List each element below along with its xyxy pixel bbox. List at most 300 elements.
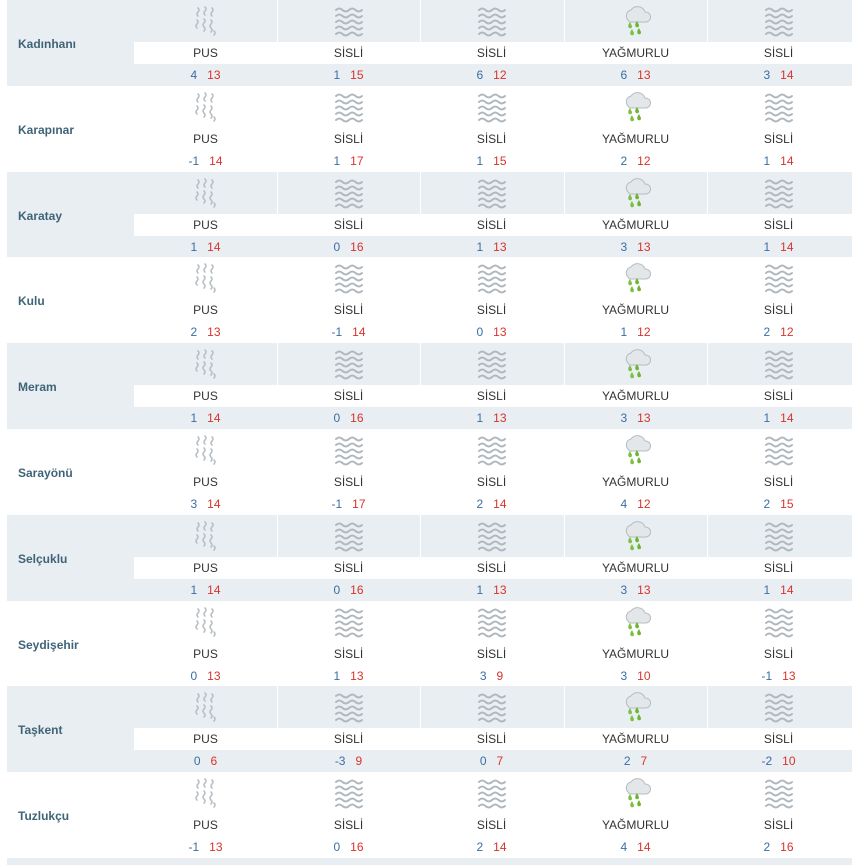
min-temperature: 1 xyxy=(476,411,484,425)
fog-icon xyxy=(763,605,795,639)
condition-label: SİSLİ xyxy=(476,132,507,146)
city-cell xyxy=(7,515,134,601)
max-temperature: 13 xyxy=(637,583,651,597)
temperature-range xyxy=(707,325,850,339)
temperature-range xyxy=(564,754,707,768)
forecast-day-cell xyxy=(277,515,420,601)
condition-label: SİSLİ xyxy=(476,218,507,232)
temperature-range xyxy=(707,840,850,854)
temperature-range xyxy=(707,754,850,768)
fog-icon xyxy=(476,519,508,553)
city-row xyxy=(0,772,852,858)
temperature-range xyxy=(277,154,420,168)
fog-icon xyxy=(476,4,508,38)
forecast-day-cell xyxy=(420,429,563,515)
fog-icon xyxy=(763,776,795,810)
fog-icon xyxy=(333,261,365,295)
fog-icon xyxy=(333,690,365,724)
fog-icon xyxy=(763,347,795,381)
min-temperature: 0 xyxy=(333,411,341,425)
forecast-day-cell xyxy=(134,601,277,687)
condition-label: SİSLİ xyxy=(333,818,364,832)
max-temperature: 13 xyxy=(350,669,364,683)
temperature-range xyxy=(277,669,420,683)
min-temperature: 6 xyxy=(620,68,628,82)
fog-icon xyxy=(333,605,365,639)
forecast-day-cell xyxy=(420,515,563,601)
max-temperature: 13 xyxy=(493,325,507,339)
condition-label: SİSLİ xyxy=(763,647,794,661)
condition-label: SİSLİ xyxy=(476,303,507,317)
city-row xyxy=(0,343,852,429)
min-temperature: -1 xyxy=(188,840,200,854)
city-name[interactable]: Karatay xyxy=(18,209,63,223)
city-cell xyxy=(7,86,134,172)
condition-label: PUS xyxy=(193,818,218,832)
condition-label: SİSLİ xyxy=(763,732,794,746)
min-temperature: 3 xyxy=(620,583,628,597)
temperature-range xyxy=(420,754,563,768)
min-temperature: 3 xyxy=(620,240,628,254)
condition-label: YAĞMURLU xyxy=(601,303,670,317)
max-temperature: 16 xyxy=(350,583,364,597)
forecast-day-cell xyxy=(420,686,563,772)
temperature-range xyxy=(277,754,420,768)
min-temperature: 1 xyxy=(476,154,484,168)
temperature-range xyxy=(277,840,420,854)
temperature-range xyxy=(277,497,420,511)
min-temperature: 2 xyxy=(620,154,628,168)
max-temperature: 14 xyxy=(780,154,794,168)
condition-label: PUS xyxy=(193,46,218,60)
haze-icon xyxy=(190,519,222,553)
condition-label: SİSLİ xyxy=(333,647,364,661)
max-temperature: 16 xyxy=(350,840,364,854)
max-temperature: 13 xyxy=(493,240,507,254)
min-temperature: 3 xyxy=(479,669,487,683)
max-temperature: 13 xyxy=(637,240,651,254)
fog-icon xyxy=(333,776,365,810)
fog-icon xyxy=(476,347,508,381)
max-temperature: 14 xyxy=(352,325,366,339)
haze-icon xyxy=(190,776,222,810)
condition-label: PUS xyxy=(193,218,218,232)
temperature-range xyxy=(134,583,277,597)
fog-icon xyxy=(476,433,508,467)
max-temperature: 14 xyxy=(207,497,221,511)
temperature-range xyxy=(277,325,420,339)
temperature-range xyxy=(134,497,277,511)
max-temperature: 14 xyxy=(780,68,794,82)
min-temperature: -1 xyxy=(761,669,773,683)
temperature-range xyxy=(134,754,277,768)
condition-label: PUS xyxy=(193,561,218,575)
max-temperature: 15 xyxy=(350,68,364,82)
forecast-day-cell xyxy=(707,429,850,515)
min-temperature: 1 xyxy=(620,325,628,339)
haze-icon xyxy=(190,433,222,467)
temperature-range xyxy=(420,154,563,168)
min-temperature: 4 xyxy=(190,68,198,82)
haze-icon xyxy=(190,176,222,210)
forecast-day-cell xyxy=(277,86,420,172)
fog-icon xyxy=(333,433,365,467)
rain-cloud-icon xyxy=(620,690,652,724)
forecast-day-cell xyxy=(134,172,277,258)
forecast-day-cell xyxy=(707,0,850,86)
rain-cloud-icon xyxy=(620,776,652,810)
max-temperature: 6 xyxy=(210,754,218,768)
max-temperature: 14 xyxy=(207,240,221,254)
temperature-range xyxy=(277,240,420,254)
max-temperature: 15 xyxy=(780,497,794,511)
condition-label: SİSLİ xyxy=(476,389,507,403)
temperature-range xyxy=(420,68,563,82)
forecast-day-cell xyxy=(564,686,707,772)
temperature-range xyxy=(134,68,277,82)
condition-label: YAĞMURLU xyxy=(601,132,670,146)
min-temperature: 1 xyxy=(763,583,771,597)
temperature-range xyxy=(564,240,707,254)
forecast-day-cell xyxy=(707,257,850,343)
condition-label: SİSLİ xyxy=(763,561,794,575)
min-temperature: 1 xyxy=(333,68,341,82)
max-temperature: 14 xyxy=(780,411,794,425)
rain-cloud-icon xyxy=(620,176,652,210)
condition-label: SİSLİ xyxy=(333,303,364,317)
min-temperature: 0 xyxy=(333,583,341,597)
forecast-day-cell xyxy=(707,172,850,258)
forecast-day-cell xyxy=(420,343,563,429)
max-temperature: 13 xyxy=(637,68,651,82)
min-temperature: -2 xyxy=(761,754,773,768)
temperature-range xyxy=(134,669,277,683)
min-temperature: 4 xyxy=(620,497,628,511)
forecast-day-cell xyxy=(420,0,563,86)
min-temperature: 2 xyxy=(763,840,771,854)
min-temperature: 3 xyxy=(763,68,771,82)
min-temperature: -1 xyxy=(331,325,343,339)
max-temperature: 17 xyxy=(352,497,366,511)
forecast-day-cell xyxy=(707,515,850,601)
condition-label: SİSLİ xyxy=(476,732,507,746)
fog-icon xyxy=(333,347,365,381)
fog-icon xyxy=(476,776,508,810)
max-temperature: 13 xyxy=(637,411,651,425)
forecast-day-cell xyxy=(277,429,420,515)
max-temperature: 17 xyxy=(350,154,364,168)
condition-label: SİSLİ xyxy=(333,475,364,489)
condition-label: YAĞMURLU xyxy=(601,389,670,403)
max-temperature: 13 xyxy=(207,669,221,683)
max-temperature: 9 xyxy=(355,754,363,768)
forecast-day-cell xyxy=(564,0,707,86)
condition-label: YAĞMURLU xyxy=(601,46,670,60)
haze-icon xyxy=(190,605,222,639)
condition-label: SİSLİ xyxy=(333,132,364,146)
condition-label: SİSLİ xyxy=(763,132,794,146)
condition-label: YAĞMURLU xyxy=(601,818,670,832)
temperature-range xyxy=(707,583,850,597)
rain-cloud-icon xyxy=(620,347,652,381)
max-temperature: 13 xyxy=(207,68,221,82)
max-temperature: 14 xyxy=(637,840,651,854)
forecast-day-cell xyxy=(134,772,277,858)
min-temperature: -1 xyxy=(188,154,200,168)
min-temperature: 2 xyxy=(190,325,198,339)
condition-label: SİSLİ xyxy=(763,46,794,60)
condition-label: SİSLİ xyxy=(476,475,507,489)
temperature-range xyxy=(134,240,277,254)
forecast-day-cell xyxy=(707,343,850,429)
min-temperature: 1 xyxy=(190,240,198,254)
city-cell xyxy=(7,858,134,865)
forecast-day-cell xyxy=(564,257,707,343)
city-row xyxy=(0,515,852,601)
condition-label: PUS xyxy=(193,132,218,146)
city-cell xyxy=(7,343,134,429)
haze-icon xyxy=(190,4,222,38)
temperature-range xyxy=(277,68,420,82)
max-temperature: 13 xyxy=(209,840,223,854)
fog-icon xyxy=(763,261,795,295)
city-row xyxy=(0,601,852,687)
forecast-day-cell xyxy=(564,515,707,601)
max-temperature: 9 xyxy=(496,669,504,683)
condition-label: SİSLİ xyxy=(333,389,364,403)
forecast-day-cell xyxy=(420,601,563,687)
forecast-day-cell xyxy=(277,343,420,429)
max-temperature: 14 xyxy=(207,411,221,425)
temperature-range xyxy=(420,840,563,854)
max-temperature: 14 xyxy=(493,840,507,854)
temperature-range xyxy=(707,68,850,82)
city-cell xyxy=(7,772,134,858)
min-temperature: 6 xyxy=(476,68,484,82)
haze-icon xyxy=(190,690,222,724)
fog-icon xyxy=(333,90,365,124)
fog-icon xyxy=(476,690,508,724)
condition-label: YAĞMURLU xyxy=(601,561,670,575)
city-row xyxy=(0,686,852,772)
temperature-range xyxy=(420,240,563,254)
forecast-day-cell xyxy=(134,515,277,601)
temperature-range xyxy=(420,411,563,425)
forecast-day-cell xyxy=(420,772,563,858)
temperature-range xyxy=(420,497,563,511)
city-name[interactable]: Tuzlukçu xyxy=(18,809,70,823)
forecast-day-cell xyxy=(707,686,850,772)
max-temperature: 12 xyxy=(780,325,794,339)
temperature-range xyxy=(707,411,850,425)
max-temperature: 7 xyxy=(640,754,648,768)
forecast-day-cell xyxy=(134,257,277,343)
temperature-range xyxy=(420,325,563,339)
forecast-day-cell xyxy=(420,257,563,343)
forecast-day-cell xyxy=(564,86,707,172)
temperature-range xyxy=(564,840,707,854)
city-row xyxy=(0,429,852,515)
city-cell xyxy=(7,429,134,515)
temperature-range xyxy=(564,583,707,597)
rain-cloud-icon xyxy=(620,433,652,467)
city-name[interactable]: Kadınhanı xyxy=(18,37,77,51)
min-temperature: 1 xyxy=(333,669,341,683)
fog-icon xyxy=(763,4,795,38)
forecast-day-cell xyxy=(134,86,277,172)
forecast-day-cell xyxy=(707,772,850,858)
forecast-day-cell xyxy=(277,172,420,258)
forecast-day-cell xyxy=(277,601,420,687)
rain-cloud-icon xyxy=(620,519,652,553)
city-name[interactable]: Kulu xyxy=(18,294,45,308)
max-temperature: 10 xyxy=(637,669,651,683)
temperature-range xyxy=(564,68,707,82)
haze-icon xyxy=(190,261,222,295)
min-temperature: 2 xyxy=(476,497,484,511)
fog-icon xyxy=(763,433,795,467)
city-name[interactable]: Taşkent xyxy=(18,723,63,737)
temperature-range xyxy=(134,840,277,854)
forecast-day-cell xyxy=(134,0,277,86)
forecast-day-cell xyxy=(134,429,277,515)
forecast-day-cell xyxy=(277,257,420,343)
min-temperature: 0 xyxy=(190,669,198,683)
condition-label: YAĞMURLU xyxy=(601,475,670,489)
condition-label: PUS xyxy=(193,475,218,489)
rain-cloud-icon xyxy=(620,261,652,295)
fog-icon xyxy=(333,519,365,553)
fog-icon xyxy=(763,690,795,724)
temperature-range xyxy=(420,669,563,683)
city-name[interactable]: Seydişehir xyxy=(18,638,79,652)
min-temperature: -3 xyxy=(334,754,346,768)
condition-label: PUS xyxy=(193,647,218,661)
min-temperature: 1 xyxy=(476,583,484,597)
temperature-range xyxy=(277,411,420,425)
max-temperature: 14 xyxy=(780,583,794,597)
fog-icon xyxy=(333,176,365,210)
city-row xyxy=(0,172,852,258)
max-temperature: 16 xyxy=(780,840,794,854)
max-temperature: 13 xyxy=(493,411,507,425)
temperature-range xyxy=(134,411,277,425)
city-name[interactable]: Selçuklu xyxy=(18,552,68,566)
condition-label: SİSLİ xyxy=(476,647,507,661)
fog-icon xyxy=(476,605,508,639)
condition-label: SİSLİ xyxy=(763,218,794,232)
city-name[interactable]: Sarayönü xyxy=(18,466,73,480)
condition-label: SİSLİ xyxy=(333,732,364,746)
condition-label: SİSLİ xyxy=(333,218,364,232)
city-cell xyxy=(7,601,134,687)
min-temperature: 2 xyxy=(763,325,771,339)
condition-label: SİSLİ xyxy=(476,46,507,60)
condition-label: SİSLİ xyxy=(763,389,794,403)
max-temperature: 12 xyxy=(637,154,651,168)
fog-icon xyxy=(476,90,508,124)
min-temperature: 2 xyxy=(623,754,631,768)
fog-icon xyxy=(763,90,795,124)
temperature-range xyxy=(707,240,850,254)
city-name[interactable]: Meram xyxy=(18,380,57,394)
temperature-range xyxy=(277,583,420,597)
condition-label: YAĞMURLU xyxy=(601,647,670,661)
min-temperature: 3 xyxy=(620,411,628,425)
rain-cloud-icon xyxy=(620,90,652,124)
city-name[interactable]: Karapınar xyxy=(18,123,75,137)
fog-icon xyxy=(476,176,508,210)
condition-label: PUS xyxy=(193,303,218,317)
min-temperature: 3 xyxy=(620,669,628,683)
temperature-range xyxy=(707,497,850,511)
condition-label: SİSLİ xyxy=(333,561,364,575)
min-temperature: 0 xyxy=(476,325,484,339)
next-city-row xyxy=(0,858,852,865)
city-row xyxy=(0,86,852,172)
temperature-range xyxy=(707,154,850,168)
max-temperature: 13 xyxy=(207,325,221,339)
max-temperature: 12 xyxy=(493,68,507,82)
min-temperature: 1 xyxy=(763,411,771,425)
forecast-day-cell xyxy=(564,772,707,858)
forecast-day-cell xyxy=(277,772,420,858)
condition-label: SİSLİ xyxy=(476,818,507,832)
max-temperature: 14 xyxy=(493,497,507,511)
condition-label: PUS xyxy=(193,732,218,746)
max-temperature: 16 xyxy=(350,240,364,254)
min-temperature: 3 xyxy=(190,497,198,511)
temperature-range xyxy=(564,325,707,339)
max-temperature: 14 xyxy=(780,240,794,254)
temperature-range xyxy=(564,154,707,168)
forecast-day-cell xyxy=(564,429,707,515)
fog-icon xyxy=(763,176,795,210)
min-temperature: 1 xyxy=(190,583,198,597)
condition-label: YAĞMURLU xyxy=(601,218,670,232)
max-temperature: 14 xyxy=(209,154,223,168)
forecast-day-cell xyxy=(420,172,563,258)
haze-icon xyxy=(190,347,222,381)
min-temperature: 1 xyxy=(763,240,771,254)
condition-label: SİSLİ xyxy=(763,475,794,489)
max-temperature: 12 xyxy=(637,497,651,511)
condition-label: SİSLİ xyxy=(763,303,794,317)
min-temperature: 4 xyxy=(620,840,628,854)
fog-icon xyxy=(333,4,365,38)
max-temperature: 12 xyxy=(637,325,651,339)
forecast-day-cell xyxy=(277,0,420,86)
temperature-range xyxy=(420,583,563,597)
row-band xyxy=(134,858,852,865)
temperature-range xyxy=(134,325,277,339)
min-temperature: 1 xyxy=(190,411,198,425)
haze-icon xyxy=(190,90,222,124)
city-row xyxy=(0,257,852,343)
temperature-range xyxy=(564,411,707,425)
city-cell xyxy=(7,686,134,772)
rain-cloud-icon xyxy=(620,605,652,639)
min-temperature: 0 xyxy=(193,754,201,768)
fog-icon xyxy=(763,519,795,553)
condition-label: YAĞMURLU xyxy=(601,732,670,746)
city-cell xyxy=(7,257,134,343)
city-cell xyxy=(7,172,134,258)
min-temperature: 0 xyxy=(479,754,487,768)
min-temperature: 2 xyxy=(763,497,771,511)
fog-icon xyxy=(476,261,508,295)
city-row xyxy=(0,0,852,86)
